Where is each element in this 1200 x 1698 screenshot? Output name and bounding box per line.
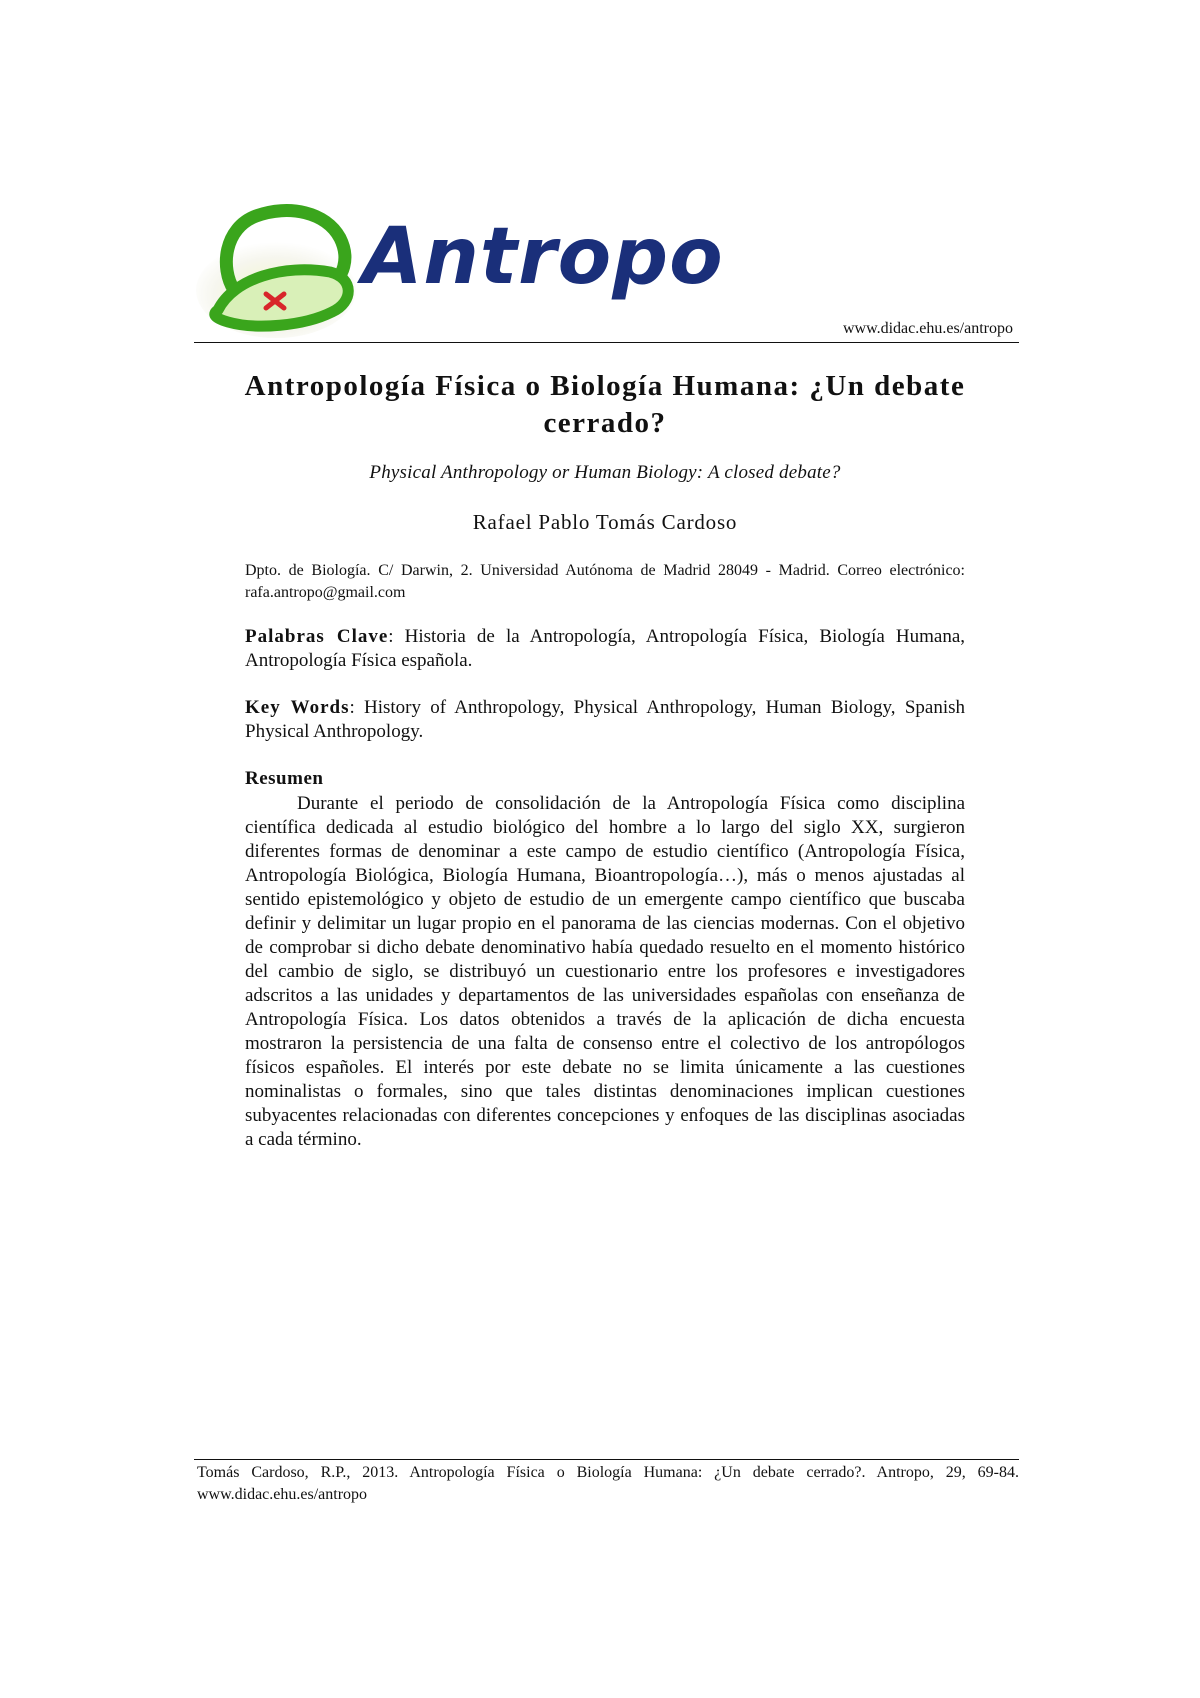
keywords-spanish: [245, 625, 965, 673]
header-url: www.didac.ehu.es/antropo: [842, 320, 1013, 337]
keywords-english-text: : History of Anthropology, Physical Anthropology, Human Biology, Spanish Physical Anthropology.: [245, 697, 965, 742]
article-title: Antropología Física o Biología Humana: ¿Un debate cerrado?: [244, 370, 966, 439]
antropo-skull-icon: [194, 198, 364, 343]
author-affiliation: Dpto. de Biología. C/ Darwin, 2. Universidad Autónoma de Madrid 28049 - Madrid. Correo electrónico: rafa.antropo@gmail.com: [245, 562, 965, 601]
keywords-spanish-text: : Historia de la Antropología, Antropología Física, Biología Humana, Antropología Física española.: [245, 626, 965, 671]
logo-wordmark: Antropo: [362, 212, 724, 302]
keywords-spanish-label: Palabras Clave: [245, 626, 389, 647]
keywords-english: [245, 696, 965, 744]
footer-divider: [194, 1459, 1019, 1460]
abstract-text: Durante el periodo de consolidación de la Antropología Física como disciplina científica dedicada al estudio biológico del hombre a lo largo del siglo XX, surgieron diferentes formas de denominar a este campo de estudio científico (Antropología Física, Antropología Biológica, Biología Humana, Bioantropología…), más o menos ajustadas al sentido epistemológico y objeto de estudio de un emergente campo científico que buscaba definir y delimitar un lugar propio en el panorama de las ciencias modernas. Con el objetivo de comprobar si dicho debate denominativo había quedado resuelto en el momento histórico del cambio de siglo, se distribuyó un cuestionario entre los profesores e investigadores adscritos a las unidades y departamentos de las universidades españolas con enseñanza de Antropología Física. Los datos obtenidos a través de la aplicación de dicha encuesta mostraron la persistencia de una falta de consenso entre el colectivo de los antropólogos físicos españoles. El interés por este debate no se limita únicamente a las cuestiones nominalistas o formales, sino que tales distintas denominaciones implican cuestiones subyacentes relacionadas con diferentes concepciones y enfoques de las disciplinas asociadas a cada término.: [245, 793, 965, 1150]
journal-logo: [194, 198, 724, 343]
article-subtitle: Physical Anthropology or Human Biology: A closed debate?: [369, 462, 841, 483]
footer-citation: Tomás Cardoso, R.P., 2013. Antropología Física o Biología Humana: ¿Un debate cerrado?. Antropo, 29, 69-84. www.didac.ehu.es/antropo: [197, 1464, 1019, 1503]
keywords-english-label: Key Words: [245, 697, 350, 718]
header-divider: [194, 342, 1019, 343]
article-author: Rafael Pablo Tomás Cardoso: [472, 510, 738, 534]
abstract-heading: Resumen: [245, 768, 324, 789]
